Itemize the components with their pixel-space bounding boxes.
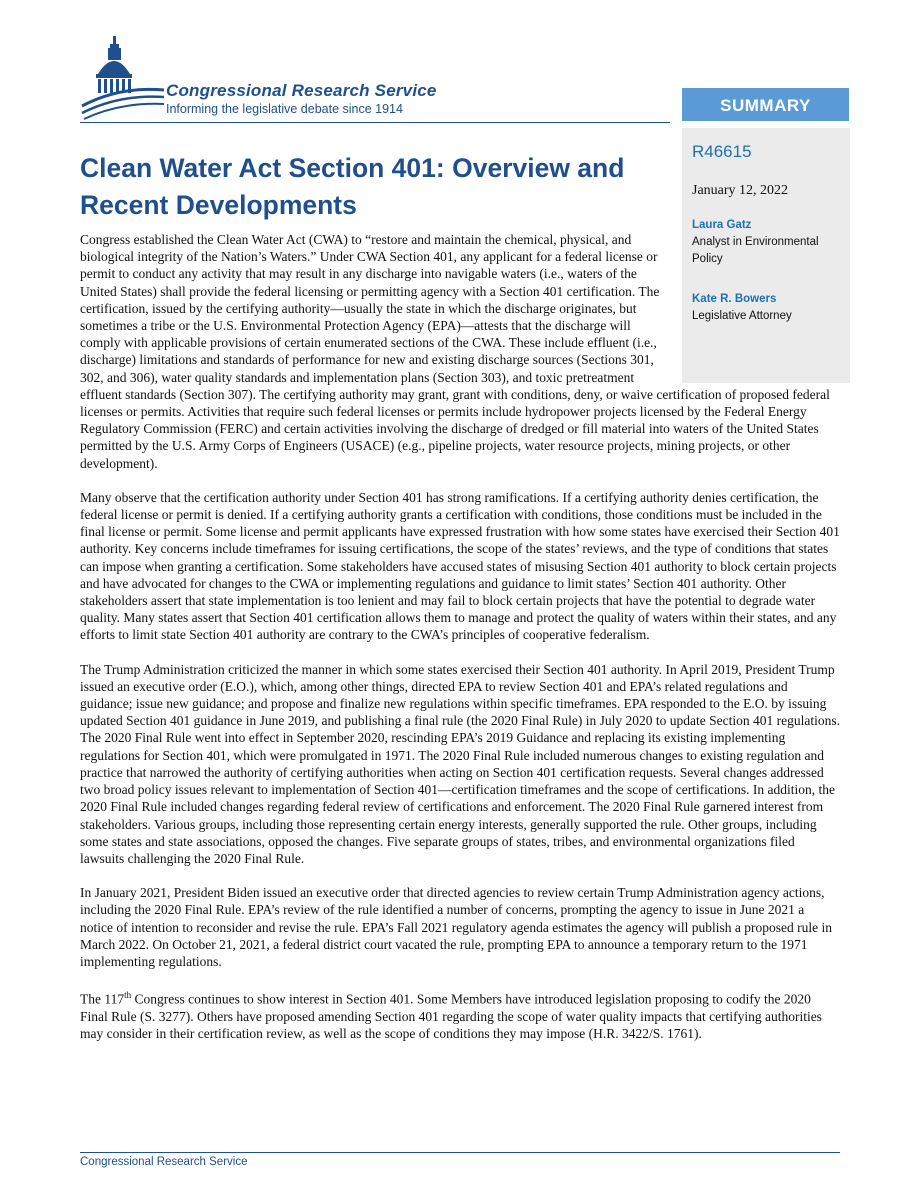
paragraph: Congress established the Clean Water Act (CWA) to “restore and maintain the chemical, physical, and biological integrity of the Nation’s Waters.” Under CWA Section 401, any applicant for a federal license or permit to conduct any activity that may result in any discharge into navigable waters (i.e., waters of the United States) shall provide the federal licensing or permitting agency with a Section 401 certification. The certification, issued by the certifying authority—usually the state in which the discharge originates, but sometimes a tribe or the U.S. Environmental Protection Agency (EPA)—attests that the discharge will comply with applicable provisions of certain enumerated sections of the CWA. These include effluent (i.e., discharge) limitations and standards of performance for new and existing discharge sources (Sections 301, 302, and 306), water quality standards and implementation plans (Section 303), and toxic pretreatment effluent standards (Section 307). The certifying authority may grant, grant with conditions, deny, or waive certification of proposed federal licenses or permits. Activities that require such federal licenses or permits include hydropower projects licensed by the Federal Energy Regulatory Commission (FERC) and certain activities involving the discharge of dredged or fill material into waters of the United States permitted by the U.S. Army Corps of Engineers (USACE) (e.g., pipeline projects, water resource projects, mining projects, or other development).	[80, 232, 830, 471]
crs-logo	[80, 34, 680, 124]
org-tagline: Informing the legislative debate since 1914	[166, 102, 403, 116]
summary-body	[80, 231, 840, 1059]
org-name: Congressional Research Service	[166, 81, 437, 100]
capitol-dome-icon	[80, 34, 170, 124]
author-name: Kate R. Bowers	[692, 293, 777, 305]
report-date: January 12, 2022	[692, 183, 789, 198]
paragraph	[80, 987, 840, 1042]
summary-label: SUMMARY	[682, 88, 849, 121]
document-title: Clean Water Act Section 401: Overview and Recent Developments	[80, 153, 625, 220]
paragraph: In January 2021, President Biden issued an executive order that directed agencies to review certain Trump Administration agency actions, including the 2020 Final Rule. EPA’s review of the rule identified a number of concerns, prompting the agency to issue in June 2021 a notice of intention to reconsider and revise the rule. EPA’s Fall 2021 regulatory agenda estimates the agency will publish a proposed rule in March 2022. On October 21, 2021, a federal district court vacated the rule, prompting EPA to announce a temporary return to the 1971 implementing regulations.	[80, 885, 832, 969]
paragraph-text: Congress continues to show interest in Section 401. Some Members have introduced legislation proposing to codify the 2020 Final Rule (S. 3277). Others have proposed amending Section 401 regarding the scope of water quality impacts that certifying authorities may consider in their certification review, as well as the scope of conditions they may impose (H.R. 3422/S. 1761).	[80, 991, 822, 1042]
superscript: th	[124, 990, 132, 1001]
author-title: Analyst in Environmental Policy	[692, 236, 819, 265]
header-rule	[80, 122, 670, 123]
paragraph: Many observe that the certification authority under Section 401 has strong ramifications. If a certifying authority denies certification, the federal license or permit is denied. If a certifying authority grants a certification with conditions, those conditions must be included in the final license or permit. Some license and permit applicants have expressed frustration with how some states have exercised their Section 401 authority. Key concerns include timeframes for issuing certifications, the scope of the states’ reviews, and the type of conditions that states can impose when granting a certification. Some stakeholders have accused states of misusing Section 401 authority to block certain projects and have advocated for changes to the CWA or implementing regulations and guidance to limit states’ Section 401 authority. Other stakeholders assert that state implementation is too lenient and may fail to block certain projects that have the potential to degrade water quality. Many states assert that Section 401 certification allows them to manage and protect the quality of waters within their states, and any efforts to limit state Section 401 authority are contrary to the CWA’s principles of cooperative federalism.	[80, 489, 840, 643]
paragraph: The Trump Administration criticized the manner in which some states exercised their Section 401 authority. In April 2019, President Trump issued an executive order (E.O.), which, among other things, directed EPA to review Section 401 and EPA’s related regulations and guidance; issue new guidance; and propose and finalize new regulations within specific timeframes. EPA responded to the E.O. by issuing updated Section 401 guidance in June 2019, and publishing a final rule (the 2020 Final Rule) in July 2020 to update Section 401 regulations. The 2020 Final Rule went into effect in September 2020, rescinding EPA’s 2019 Guidance and replacing its existing implementing regulations for Section 401, which were promulgated in 1971. The 2020 Final Rule included numerous changes to existing regulation and practice that narrowed the authority of certifying authorities when acting on Section 401 certification requests. Several changes addressed two broad policy issues relevant to implementation of Section 401—certification timeframes and the scope of certifications. In addition, the 2020 Final Rule included changes regarding federal review of certifications and enforcement. The 2020 Final Rule garnered interest from stakeholders. Various groups, including those representing certain energy interests, generally supported the rule. Other groups, including some states and state associations, opposed the changes. Five separate groups of states, tribes, and environmental organizations filed lawsuits challenging the 2020 Final Rule.	[80, 661, 840, 866]
author-name: Laura Gatz	[692, 219, 752, 231]
author-title: Legislative Attorney	[692, 310, 792, 322]
footer-text: Congressional Research Service	[80, 1156, 248, 1168]
footer-rule	[80, 1152, 840, 1153]
report-number: R46615	[692, 142, 752, 161]
paragraph-text: The 117	[80, 991, 125, 1007]
